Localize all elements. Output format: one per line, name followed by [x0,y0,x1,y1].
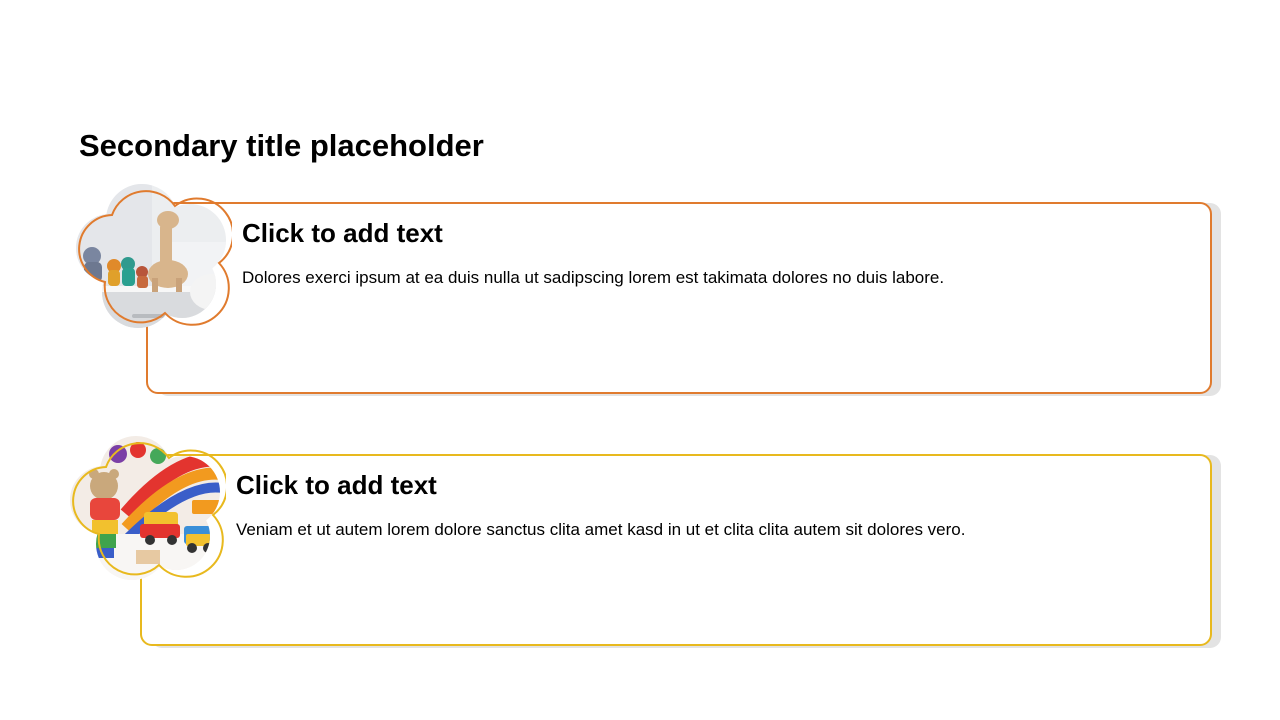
page-title[interactable]: Secondary title placeholder [79,128,484,163]
card-heading[interactable]: Click to add text [242,218,443,248]
card-heading[interactable]: Click to add text [236,470,437,500]
toys-on-shelf-photo[interactable] [72,182,232,332]
content-card-1[interactable] [146,202,1212,394]
content-card-2[interactable] [140,454,1212,646]
colorful-toys-photo[interactable] [66,434,226,584]
card-body-text[interactable]: Dolores exerci ipsum at ea duis nulla ut sadipscing lorem est takimata dolores no duis labore. [242,268,945,287]
card-body-text[interactable]: Veniam et ut autem lorem dolore sanctus clita amet kasd in ut et clita clita autem sit dolores vero. [236,520,966,539]
